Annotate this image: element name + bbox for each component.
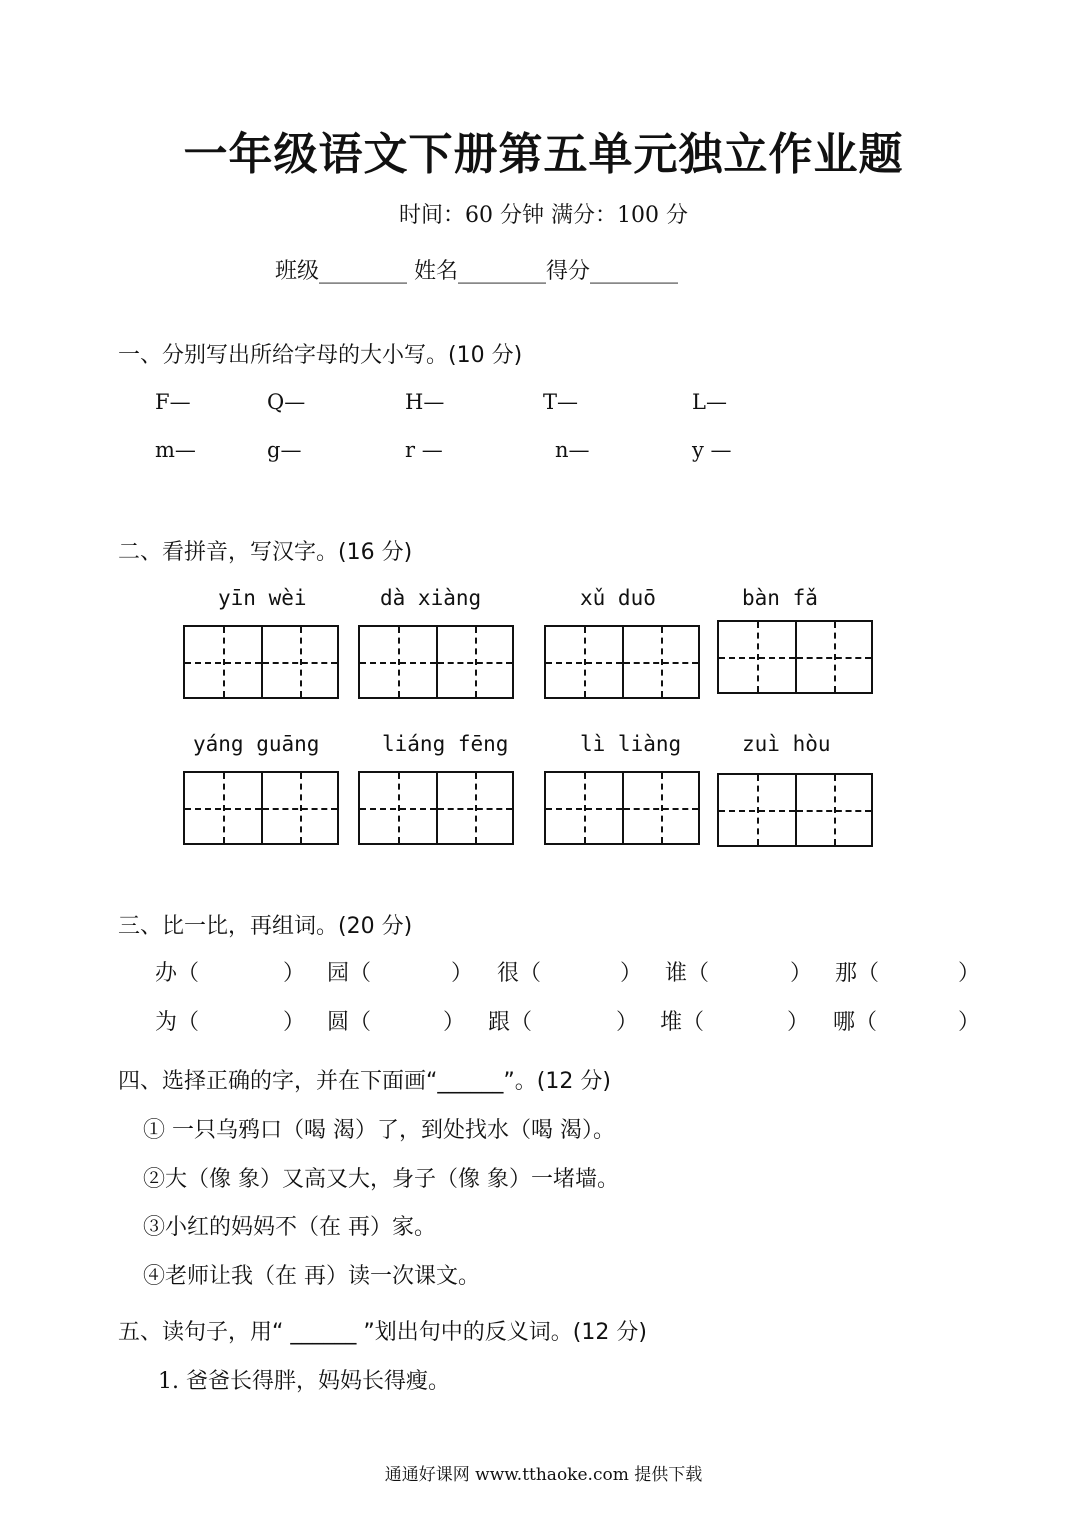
footer-credit: 通通好课网 www.tthaoke.com 提供下载 [384, 1465, 703, 1485]
question-item: ④老师让我（在 再）读一次课文。 [143, 1264, 480, 1289]
letter-item: T— [543, 390, 579, 414]
writing-grid[interactable] [358, 625, 514, 699]
letter-item: H— [405, 390, 445, 414]
compare-char-open: 园（ [327, 961, 372, 986]
question-item: ②大（像 象）又高又大，身子（像 象）一堵墙。 [143, 1167, 619, 1192]
compare-char-open: 办（ [155, 961, 200, 986]
letter-item: Q— [267, 390, 306, 414]
compare-char-close: ） [790, 961, 813, 986]
writing-grid[interactable] [544, 625, 700, 699]
letter-item: F— [155, 390, 191, 414]
compare-char-open: 为（ [155, 1010, 200, 1035]
pinyin-label: xǔ duō [580, 586, 656, 610]
compare-char-close: ） [787, 1010, 810, 1035]
compare-char-close: ） [620, 961, 643, 986]
compare-char-close: ） [451, 961, 474, 986]
compare-char-open: 圆（ [327, 1010, 372, 1035]
question-item: 1. 爸爸长得胖，妈妈长得瘦。 [158, 1369, 450, 1394]
letter-item: L— [692, 390, 727, 414]
writing-grid[interactable] [717, 773, 873, 847]
compare-char-open: 谁（ [665, 961, 710, 986]
compare-char-close: ） [616, 1010, 639, 1035]
pinyin-label: liáng fēng [382, 732, 509, 756]
letter-item: y — [692, 438, 732, 462]
compare-char-open: 跟（ [488, 1010, 533, 1035]
pinyin-label: yīn wèi [218, 586, 307, 610]
compare-char-open: 很（ [497, 961, 542, 986]
letter-item: r — [405, 438, 443, 462]
pinyin-label: dà xiàng [380, 586, 482, 610]
letter-item: g— [267, 438, 302, 462]
compare-char-close: ） [958, 1010, 981, 1035]
compare-char-open: 堆（ [660, 1010, 705, 1035]
writing-grid[interactable] [544, 771, 700, 845]
section-2-heading: 二、看拼音，写汉字。(16 分) [118, 540, 413, 565]
compare-char-close: ） [443, 1010, 466, 1035]
section-5-heading: 五、读句子，用“ ______ ”划出句中的反义词。(12 分) [118, 1320, 647, 1345]
compare-char-open: 那（ [835, 961, 880, 986]
section-4-heading: 四、选择正确的字，并在下面画“______”。(12 分) [118, 1069, 611, 1094]
letter-item: n— [555, 438, 590, 462]
pinyin-label: zuì hòu [742, 732, 831, 756]
pinyin-label: lì liàng [580, 732, 682, 756]
time-score-line: 时间：60 分钟 满分：100 分 [399, 203, 688, 228]
letter-item: m— [155, 438, 196, 462]
question-item: ① 一只乌鸦口（喝 渴）了，到处找水（喝 渴）。 [143, 1118, 615, 1143]
pinyin-label: bàn fǎ [742, 586, 818, 610]
question-item: ③小红的妈妈不（在 再）家。 [143, 1215, 436, 1240]
pinyin-label: yáng guāng [193, 732, 320, 756]
writing-grid[interactable] [717, 620, 873, 694]
compare-char-close: ） [283, 961, 306, 986]
section-1-heading: 一、分别写出所给字母的大小写。(10 分) [118, 343, 523, 368]
compare-char-close: ） [958, 961, 981, 986]
page-title: 一年级语文下册第五单元独立作业题 [183, 129, 904, 180]
section-3-heading: 三、比一比，再组词。(20 分) [118, 914, 413, 939]
compare-char-close: ） [283, 1010, 306, 1035]
writing-grid[interactable] [183, 771, 339, 845]
student-info-line: 班级________ 姓名________得分________ [275, 259, 678, 284]
writing-grid[interactable] [183, 625, 339, 699]
compare-char-open: 哪（ [833, 1010, 878, 1035]
writing-grid[interactable] [358, 771, 514, 845]
